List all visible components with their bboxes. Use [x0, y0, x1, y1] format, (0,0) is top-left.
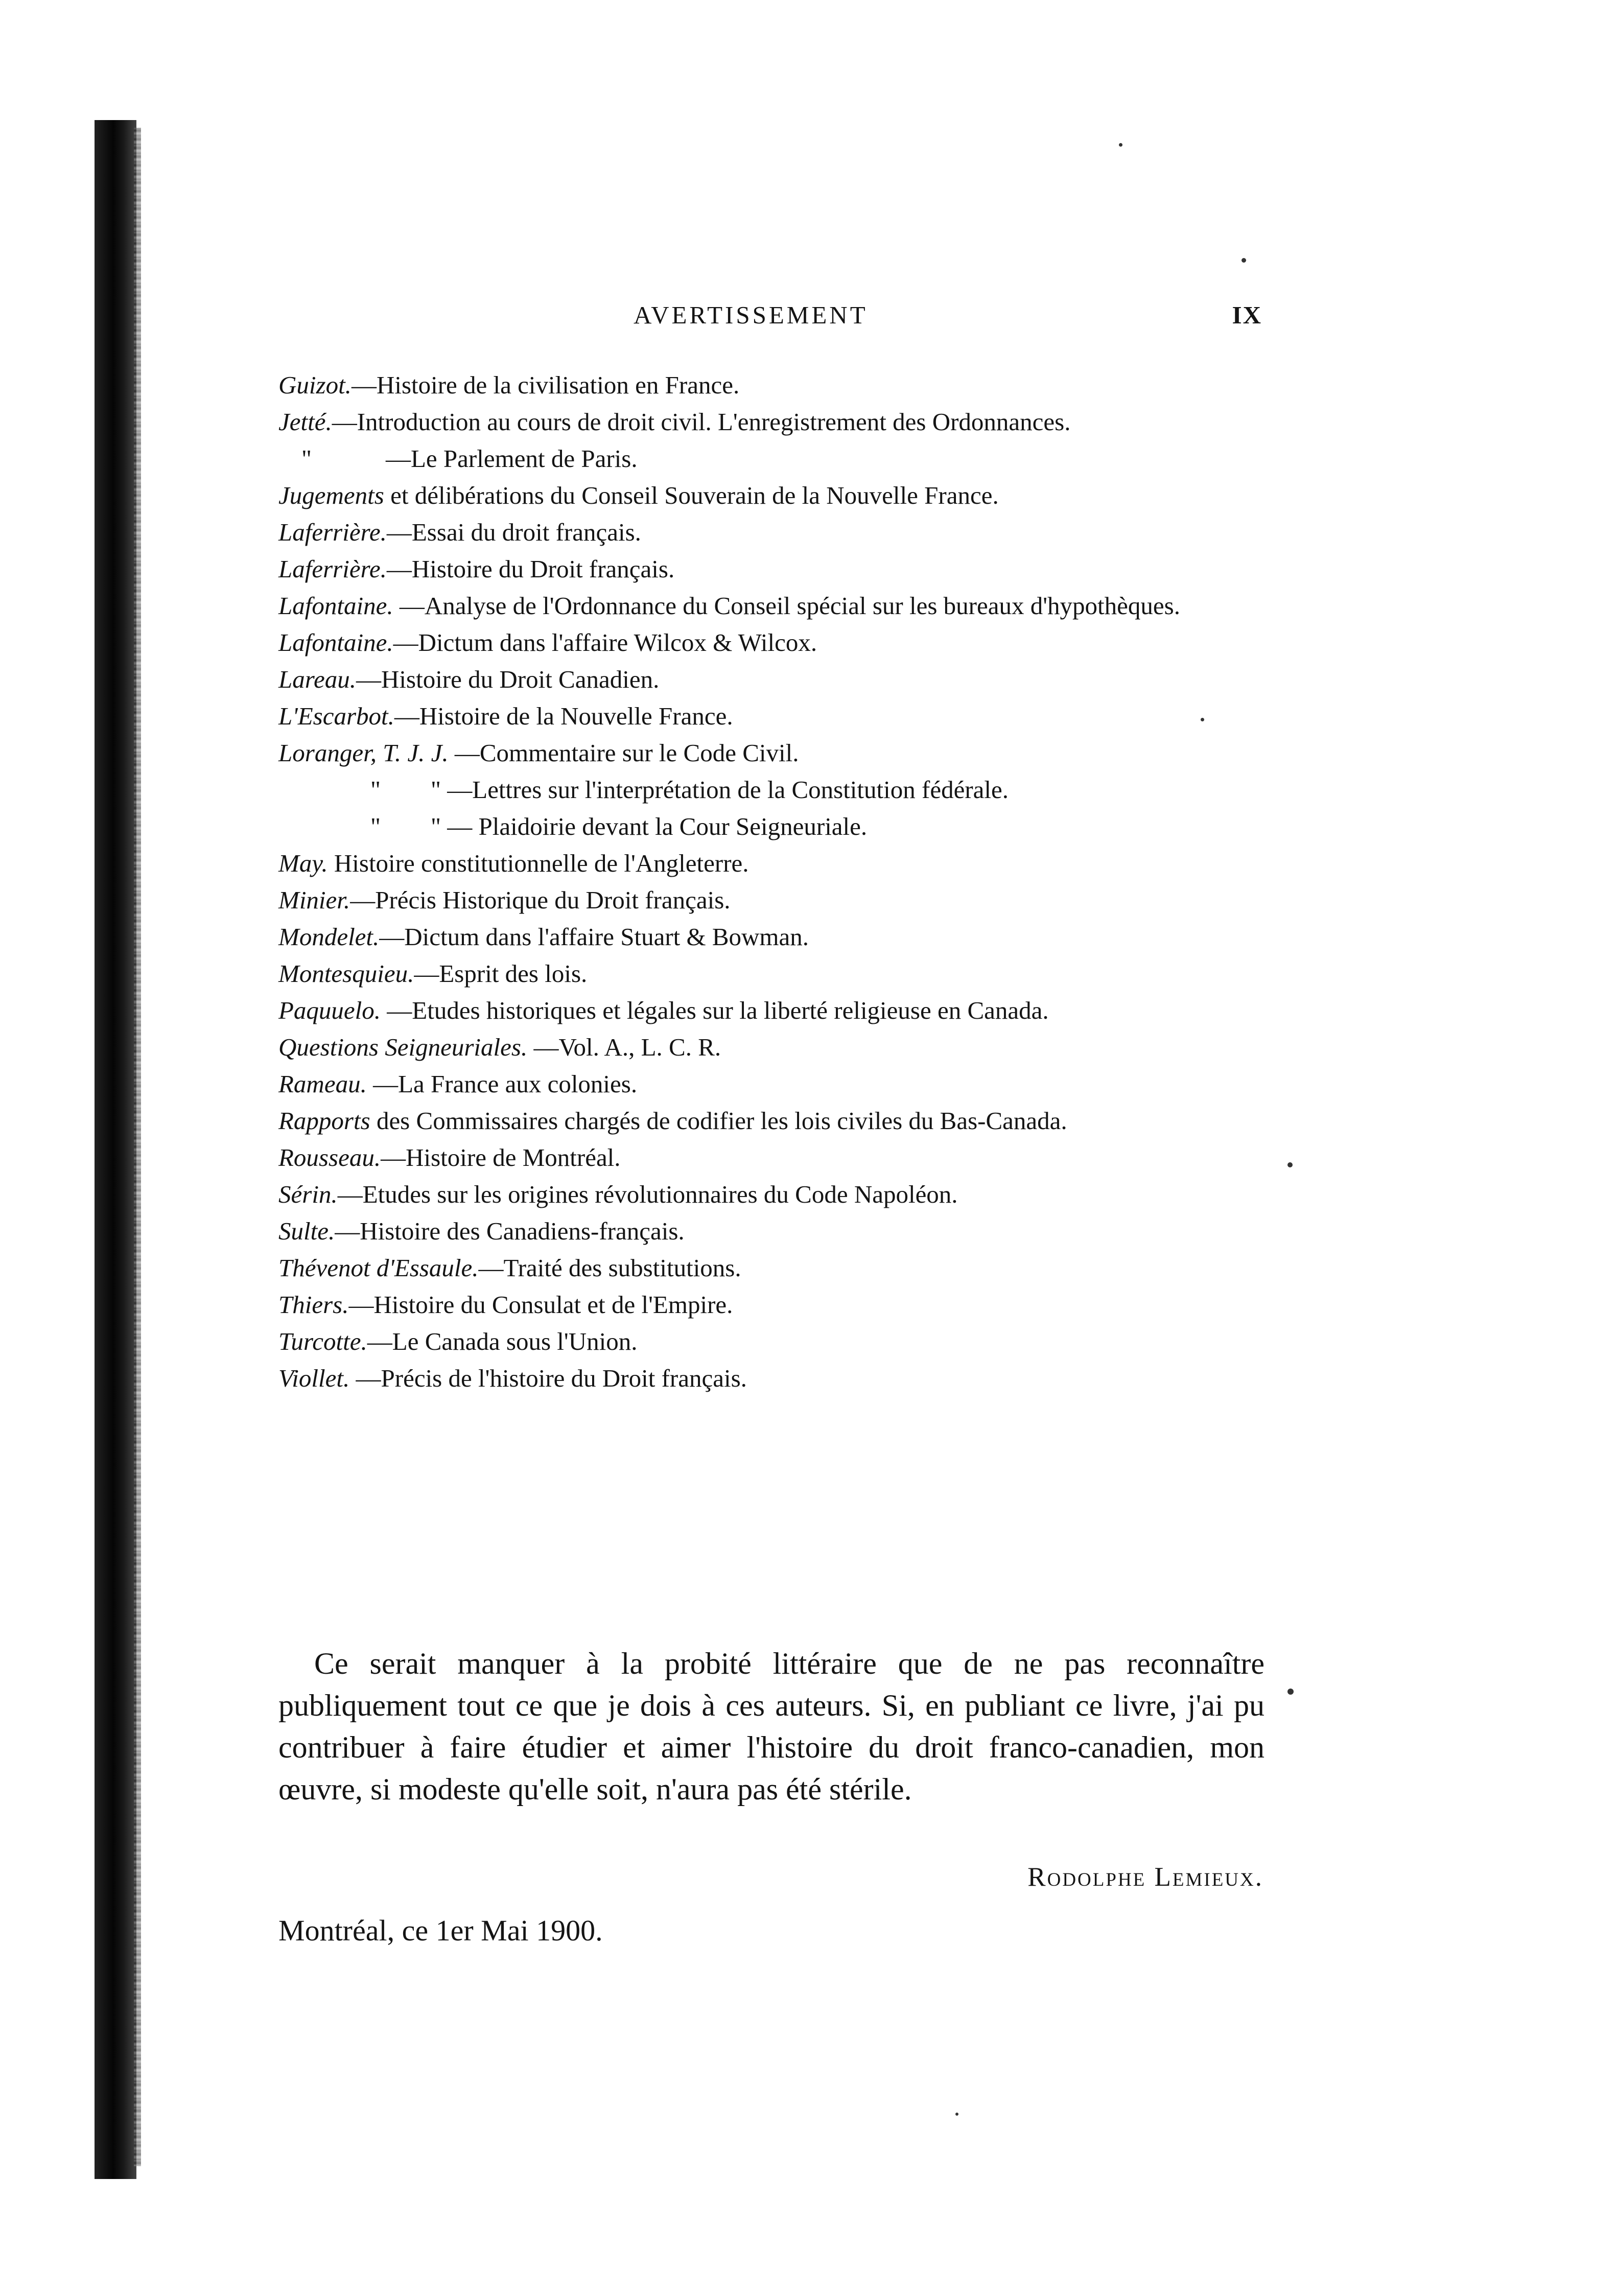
entry-work: —La France aux colonies. — [366, 1070, 638, 1098]
entry-work: —Commentaire sur le Code Civil. — [448, 739, 799, 767]
bibliography-entry — [278, 551, 1267, 588]
entry-work: —Histoire du Droit français. — [386, 555, 675, 583]
entry-author: Rousseau. — [278, 1143, 381, 1172]
bibliography-entry — [278, 514, 1267, 551]
entry-work: —Dictum dans l'affaire Stuart & Bowman. — [379, 923, 809, 951]
scan-speck — [1119, 143, 1122, 147]
bibliography-entry — [278, 882, 1267, 919]
entry-work: —Dictum dans l'affaire Wilcox & Wilcox. — [393, 628, 817, 657]
scan-speck — [1201, 718, 1204, 721]
bibliography-entry — [278, 1286, 1267, 1323]
entry-author: " " — [370, 812, 441, 840]
bibliography-entry — [278, 698, 1267, 735]
entry-author: Rameau. — [278, 1070, 367, 1098]
entry-author: Montesquieu. — [278, 959, 414, 988]
entry-work: —Précis Historique du Droit français. — [350, 886, 731, 914]
page-number: IX — [1232, 301, 1262, 329]
entry-work: —Analyse de l'Ordonnance du Conseil spécial sur les bureaux d'hypothèques. — [393, 592, 1180, 620]
scan-speck — [1287, 1689, 1294, 1695]
entry-work: —Précis de l'histoire du Droit français. — [349, 1364, 747, 1392]
bibliography-entry — [278, 1103, 1267, 1139]
bibliography-entry — [278, 624, 1267, 661]
entry-work: des Commissaires chargés de codifier les lois civiles du Bas-Canada. — [370, 1107, 1067, 1135]
entry-author: Paquuelo. — [278, 996, 381, 1024]
entry-author: Jugements — [278, 481, 384, 509]
bibliography-entry — [278, 845, 1267, 882]
bibliography-entry — [278, 919, 1267, 955]
entry-work: —Introduction au cours de droit civil. L'enregistrement des Ordonnances. — [332, 408, 1071, 436]
entry-author: Lareau. — [278, 665, 357, 693]
entry-author: " — [301, 444, 312, 473]
bibliography-entry — [278, 1323, 1267, 1360]
bibliography-list — [278, 367, 1267, 1397]
entry-work: —Le Parlement de Paris. — [386, 444, 638, 473]
dateline: Montréal, ce 1er Mai 1900. — [278, 1914, 603, 1947]
bibliography-entry — [278, 477, 1267, 514]
entry-work: —Histoire de la Nouvelle France. — [394, 702, 733, 730]
scan-speck — [955, 2113, 958, 2116]
bibliography-entry — [278, 808, 1267, 845]
author-signature: Rodolphe Lemieux. — [1027, 1862, 1263, 1892]
scan-speck — [1242, 258, 1246, 263]
entry-author: Turcotte. — [278, 1327, 367, 1355]
entry-author: Lafontaine. — [278, 628, 393, 657]
entry-author: " " — [370, 776, 441, 804]
entry-work: —Esprit des lois. — [414, 959, 588, 988]
entry-work: —Histoire des Canadiens-français. — [335, 1217, 685, 1245]
entry-work: et délibérations du Conseil Souverain de la Nouvelle France. — [384, 481, 999, 509]
bibliography-entry — [278, 955, 1267, 992]
entry-work: —Histoire de Montréal. — [381, 1143, 621, 1172]
bibliography-entry — [278, 1360, 1267, 1397]
entry-author: Sulte. — [278, 1217, 335, 1245]
bibliography-entry — [278, 992, 1267, 1029]
entry-author: Jetté. — [278, 408, 332, 436]
scan-speck — [1287, 1162, 1293, 1167]
entry-work: —Histoire de la civilisation en France. — [351, 371, 740, 399]
bibliography-entry — [278, 404, 1267, 440]
entry-work: — Plaidoirie devant la Cour Seigneuriale. — [441, 812, 868, 840]
entry-author: Minier. — [278, 886, 350, 914]
entry-author: Guizot. — [278, 371, 352, 399]
page-gutter-edge — [134, 128, 141, 2166]
bibliography-entry — [278, 1176, 1267, 1213]
entry-author: Lafontaine. — [278, 592, 393, 620]
bibliography-entry — [278, 735, 1267, 771]
entry-author: L'Escarbot. — [278, 702, 394, 730]
entry-author: Laferrière. — [278, 555, 387, 583]
entry-work: —Traité des substitutions. — [478, 1254, 741, 1282]
entry-work: —Vol. A., L. C. R. — [527, 1033, 721, 1061]
bibliography-entry — [278, 771, 1267, 808]
entry-author: Laferrière. — [278, 518, 387, 546]
bibliography-entry — [278, 1066, 1267, 1103]
bibliography-entry — [278, 661, 1267, 698]
entry-author: Thiers. — [278, 1291, 349, 1319]
bibliography-entry — [278, 588, 1267, 624]
bibliography-entry — [278, 1213, 1267, 1250]
bibliography-entry — [278, 367, 1267, 404]
running-title: AVERTISSEMENT — [634, 301, 868, 329]
entry-work: —Histoire du Droit Canadien. — [356, 665, 660, 693]
bibliography-entry — [278, 1029, 1267, 1066]
entry-work: —Essai du droit français. — [386, 518, 641, 546]
book-binding-shadow — [95, 120, 136, 2179]
entry-author: Mondelet. — [278, 923, 380, 951]
entry-work: —Etudes sur les origines révolutionnaires du Code Napoléon. — [337, 1180, 958, 1208]
entry-work: —Le Canada sous l'Union. — [367, 1327, 638, 1355]
entry-author: Thévenot d'Essaule. — [278, 1254, 479, 1282]
entry-author: Loranger, T. J. J. — [278, 739, 449, 767]
bibliography-entry — [278, 1139, 1267, 1176]
entry-author: Rapports — [278, 1107, 370, 1135]
entry-author: Sérin. — [278, 1180, 338, 1208]
entry-work: Histoire constitutionnelle de l'Angleterre. — [327, 849, 749, 877]
entry-author: Viollet. — [278, 1364, 350, 1392]
bibliography-entry — [278, 1250, 1267, 1286]
closing-paragraph: Ce serait manquer à la probité littéraire que de ne pas reconnaître publiquement tout ce que je dois à ces auteurs. Si, en publiant ce livre, j'ai pu contribuer à faire étudier et aimer l'histoire du droit franco-canadien, mon œuvre, si modeste qu'elle soit, n'aura pas été stérile. — [278, 1647, 1264, 1806]
entry-work: —Histoire du Consulat et de l'Empire. — [348, 1291, 733, 1319]
bibliography-entry — [278, 440, 1267, 477]
entry-author: May. — [278, 849, 328, 877]
entry-work: —Lettres sur l'interprétation de la Constitution fédérale. — [441, 776, 1009, 804]
entry-work: —Etudes historiques et légales sur la liberté religieuse en Canada. — [381, 996, 1049, 1024]
entry-author: Questions Seigneuriales. — [278, 1033, 528, 1061]
